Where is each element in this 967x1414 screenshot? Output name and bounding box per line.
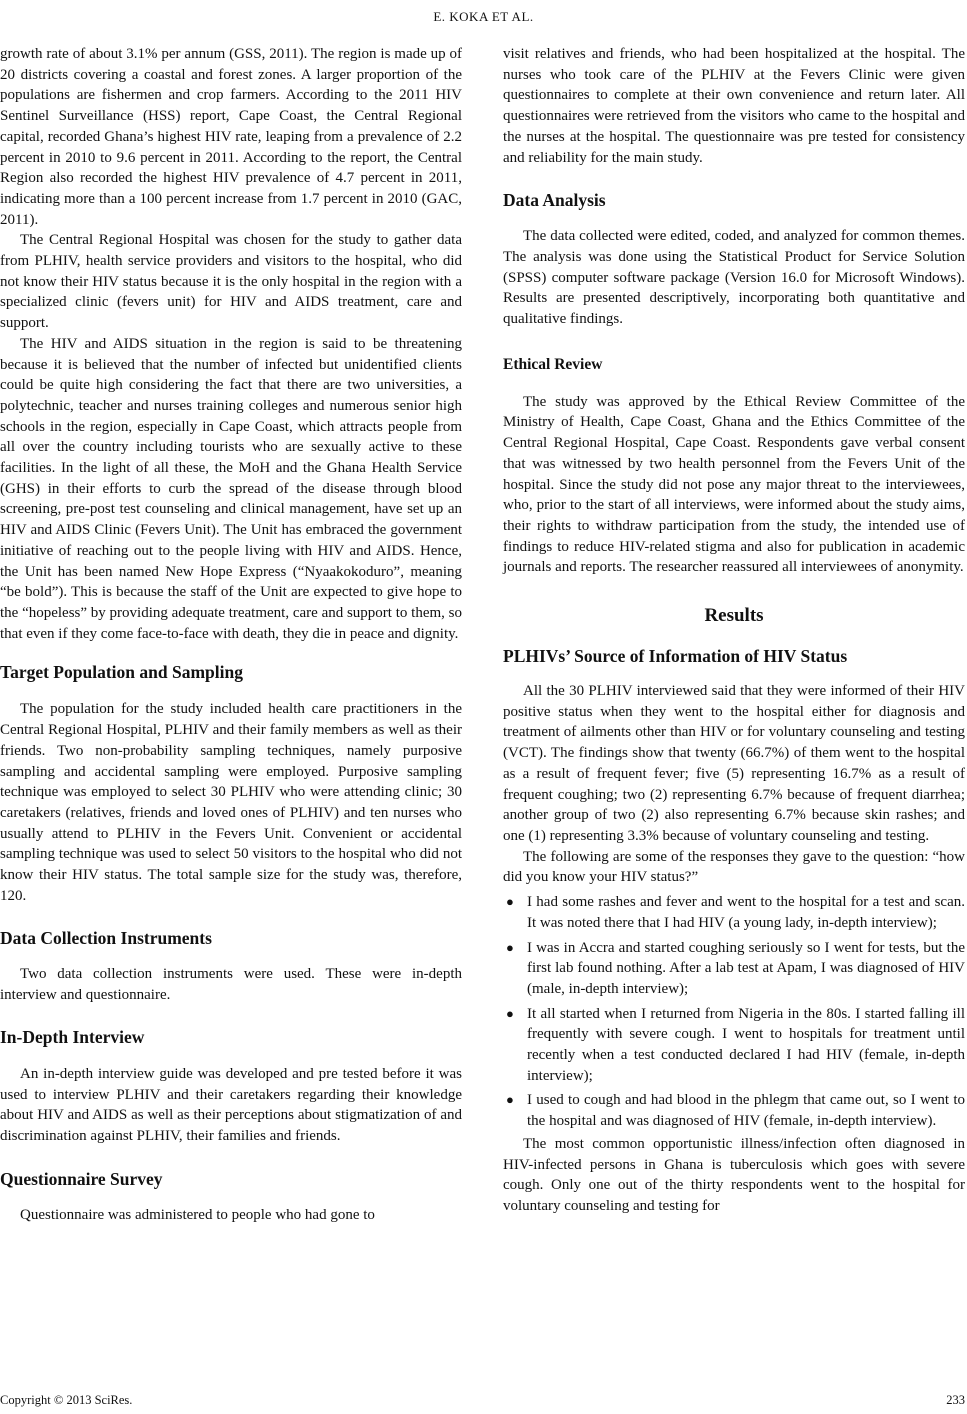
page-number: 233 [946, 1393, 965, 1407]
paragraph: All the 30 PLHIV interviewed said that they were informed of their HIV positive status when they went to the hospital either for diagnosis and treatment of ailments other than HIV or for voluntary counseling and testing (VCT). The findings show that twenty (66.7%) of them went to the hospital as a result of frequent fever; five (5) representing 16.7% as a result of frequent coughing; two (2) representing 6.7% because of frequent diarrhea; another group of two (2) also representing 6.7% because skin rashes; and one (1) representing 3.3% because of voluntary counseling and testing. [503, 683, 965, 844]
paragraph: The following are some of the responses they gave to the question: “how did you know your HIV status?” [503, 848, 965, 886]
running-head: E. KOKA ET AL. [433, 9, 534, 24]
bullet-icon: ● [506, 894, 514, 910]
section-heading-source-of-information: PLHIVs’ Source of Information of HIV Status [503, 646, 848, 667]
paragraph: Two data collection instruments were used. These were in-depth interview and questionnaire. [0, 966, 462, 1004]
left-column [0, 44, 462, 1225]
section-heading-data-collection: Data Collection Instruments [0, 928, 212, 949]
paragraph: An in-depth interview guide was developed and pre tested before it was used to interview PLHIV and their caretakers regarding their knowledge about HIV and AIDS as well as their perceptions about stigmatization of and discrimination against PLHIV, their families and friends. [0, 1065, 462, 1144]
bullet-icon: ● [506, 1092, 514, 1108]
quote-text: I used to cough and had blood in the phlegm that came out, so I went to the hospital and was diagnosed of HIV (female, in-depth interview). [527, 1092, 965, 1130]
section-heading-target-population: Target Population and Sampling [0, 662, 243, 683]
quote-text: I was in Accra and started coughing seriously so I went for tests, but the first lab found nothing. After a lab test at Apam, I was diagnosed of HIV (male, in-depth interview); [527, 939, 965, 997]
paragraph: visit relatives and friends, who had been hospitalized at the hospital. The nurses who took care of the PLHIV at the Fevers Clinic were given questionnaires to complete at their own convenience and return later. All questionnaires were retrieved from the visitors who came to the hospital and the nurses at the hospital. The questionnaire was pre tested for consistency and reliability for the main study. [503, 46, 965, 166]
section-heading-data-analysis: Data Analysis [503, 190, 606, 211]
quote-text: It all started when I returned from Nigeria in the 80s. I started falling ill frequently with severe cough. I went to hospitals for treatment until recently when a test conducted declared I had HIV (female, in-depth interview); [527, 1005, 965, 1084]
right-column [503, 44, 965, 1217]
subsection-heading-ethical-review: Ethical Review [503, 355, 603, 373]
paragraph: The most common opportunistic illness/infection often diagnosed in HIV-infected persons in Ghana is tuberculosis which goes with severe cough. Only one out of the thirty respondents went to the hospital for voluntary counseling and testing for [503, 1135, 965, 1214]
quote-list [503, 892, 965, 1132]
copyright-footer: Copyright © 2013 SciRes. [0, 1393, 133, 1407]
list-item [503, 938, 965, 1000]
section-heading-questionnaire-survey: Questionnaire Survey [0, 1168, 163, 1189]
paragraph: The study was approved by the Ethical Review Committee of the Ministry of Health, Cape Coast, Ghana and the Ethics Committee of the Central Regional Hospital, Cape Coast. Respondents gave verbal consent that was witnessed by two health personnel from the Fevers Unit of the hospital. Since the study did not pose any major threat to the interviewees, who, prior to the start of all interviews, were informed about the study aims, their rights to withdraw participation from the study, the intended use of findings to reduce HIV-related stigma and also for publication in academic journals and reports. The researcher reassured all interviewees of anonymity. [503, 393, 965, 576]
quote-text: I had some rashes and fever and went to the hospital for a test and scan. It was noted there that I had HIV (a young lady, in-depth interview); [527, 894, 965, 931]
list-item [503, 1004, 965, 1087]
section-heading-in-depth-interview: In-Depth Interview [0, 1026, 145, 1047]
paragraph: The population for the study included health care practitioners in the Central Regional Hospital, PLHIV and their family members as well as their friends. Two non-probability sampling techniques, namely purposive sampling and accidental sampling were employed. Purposive sampling technique was employed to select 30 PLHIV who were attending clinic; 30 caretakers (relatives, friends and loved ones of PLHIV) and ten nurses who usually attend to PLHIV in the Fevers Unit. Convenient or accidental sampling technique was used to select 50 visitors to the hospital who did not know their HIV status. The total sample size for the study was, therefore, 120. [0, 701, 462, 904]
bullet-icon: ● [506, 939, 514, 955]
paragraph: The Central Regional Hospital was chosen for the study to gather data from PLHIV, health service providers and visitors to the hospital, who did not know their HIV status because it is the only hospital in the region with a specialized clinic (fevers unit) for HIV and AIDS treatment, care and support. [0, 232, 462, 332]
list-item [503, 1090, 965, 1131]
section-heading-results: Results [704, 605, 764, 627]
paragraph: The data collected were edited, coded, and analyzed for common themes. The analysis was done using the Statistical Product for Service Solution (SPSS) computer software package (Version 16.0 for Microsoft Windows). Results are presented descriptively, incorporating both quantitative and qualitative findings. [503, 228, 965, 328]
list-item [503, 892, 965, 933]
paragraph: The HIV and AIDS situation in the region is said to be threatening because it is believed that the number of infected but unidentified clients could be quite high considering the fact that there are two universities, a polytechnic, teacher and nurses training colleges and numerous senior high schools in the region, especially in Cape Coast, which attracts people from all over the country including tourists who are sexually active to these facilities. In the light of all these, the MoH and the Ghana Health Service (GHS) in their efforts to curb the spread of the disease through blood screening, pre-post test counseling and clinical management, have set up an HIV and AIDS Clinic (Fevers Unit). The Unit has embraced the government initiative of reaching out to the people living with HIV and AIDS. Hence, the Unit has been named New Hope Express (“Nyaakokoduro”, meaning “be bold”). This is because the staff of the Unit are expected to give hope to the “hopeless” by providing adequate treatment, care and support to them, so that even if they come face-to-face with death, they die in peace and dignity. [0, 335, 462, 642]
bullet-icon: ● [506, 1005, 514, 1021]
paragraph: Questionnaire was administered to people who had gone to [20, 1206, 375, 1223]
paragraph: growth rate of about 3.1% per annum (GSS, 2011). The region is made up of 20 districts covering a coastal and forest zones. A larger proportion of the populations are fishermen and crop farmers. According to the 2011 HIV Sentinel Surveillance (HSS) report, Cape Coast, the Central Regional capital, recorded Ghana’s highest HIV rate, leaping from a prevalence of 2.2 percent in 2010 to 9.6 percent in 2011. According to the report, the Central Region also recorded the highest HIV prevalence of 4.7 percent in 2011, indicating more than a 100 percent increase from 1.7 percent in 2010 (GAC, 2011). [0, 46, 462, 228]
